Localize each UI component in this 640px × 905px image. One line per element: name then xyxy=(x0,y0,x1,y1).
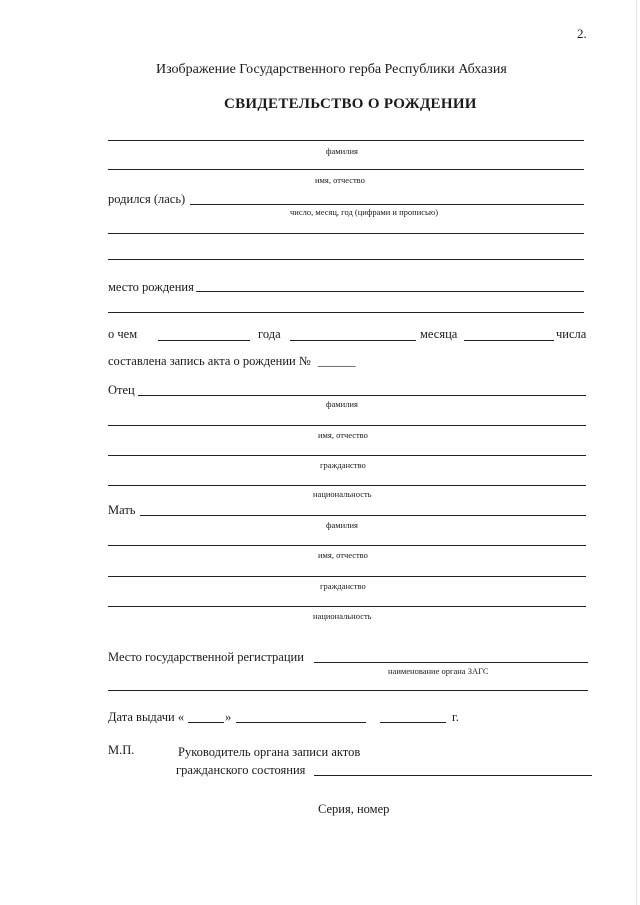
mother-surname-field[interactable] xyxy=(140,515,586,516)
mother-nationality-field[interactable] xyxy=(108,606,586,607)
head-label-line-2: гражданского состояния xyxy=(176,763,306,777)
registry-office-caption: наименование органа ЗАГС xyxy=(388,666,489,676)
registration-place-label: Место государственной регистрации xyxy=(108,650,304,664)
mother-label: Мать xyxy=(108,503,136,517)
birth-date-line-2[interactable] xyxy=(108,233,584,234)
father-surname-field[interactable] xyxy=(138,395,586,396)
mother-name-field[interactable] xyxy=(108,545,586,546)
born-label: родился (лась) xyxy=(108,192,186,206)
stamp-label: М.П. xyxy=(108,743,135,757)
father-name-caption: имя, отчество xyxy=(318,430,368,440)
coat-of-arms-placeholder: Изображение Государственного герба Республики Абхазия xyxy=(156,62,507,77)
mother-name-caption: имя, отчество xyxy=(318,550,368,560)
mother-citizenship-caption: гражданство xyxy=(320,581,366,591)
issue-day-field[interactable] xyxy=(188,722,224,723)
day-label: числа xyxy=(556,327,587,341)
document-title: СВИДЕТЕЛЬСТВО О РОЖДЕНИИ xyxy=(224,96,477,112)
surname-field[interactable] xyxy=(108,140,584,141)
record-label: составлена запись акта о рождении № xyxy=(108,354,311,368)
mother-citizenship-field[interactable] xyxy=(108,576,586,577)
page-number: 2. xyxy=(577,26,587,41)
year-abbr-label: г. xyxy=(452,710,459,724)
father-label: Отец xyxy=(108,383,135,397)
birth-date-line-3[interactable] xyxy=(108,259,584,260)
birth-date-field[interactable] xyxy=(190,204,584,205)
name-patronymic-field[interactable] xyxy=(108,169,584,170)
about-label: о чем xyxy=(108,327,138,341)
record-day-field[interactable] xyxy=(158,340,250,341)
father-name-field[interactable] xyxy=(108,425,586,426)
registration-place-line-2[interactable] xyxy=(108,690,588,691)
birthplace-line-2[interactable] xyxy=(108,312,584,313)
series-number-label: Серия, номер xyxy=(318,802,390,816)
record-month-field[interactable] xyxy=(464,340,554,341)
birthplace-label: место рождения xyxy=(108,280,194,294)
record-year-field[interactable] xyxy=(290,340,416,341)
father-surname-caption: фамилия xyxy=(326,399,358,409)
page-edge xyxy=(636,0,637,905)
name-patronymic-caption: имя, отчество xyxy=(315,175,365,185)
father-citizenship-caption: гражданство xyxy=(320,460,366,470)
year-label: года xyxy=(258,327,281,341)
birth-date-caption: число, месяц, год (цифрами и прописью) xyxy=(290,207,439,217)
issue-month-field[interactable] xyxy=(236,722,366,723)
birthplace-field[interactable] xyxy=(196,291,584,292)
surname-caption: фамилия xyxy=(326,146,358,156)
father-nationality-field[interactable] xyxy=(108,485,586,486)
issue-date-label: Дата выдачи « xyxy=(108,710,185,724)
record-number-field[interactable]: ______ xyxy=(318,354,356,368)
registration-place-field[interactable] xyxy=(314,662,588,663)
mother-surname-caption: фамилия xyxy=(326,520,358,530)
father-citizenship-field[interactable] xyxy=(108,455,586,456)
mother-nationality-caption: национальность xyxy=(313,611,372,621)
month-label: месяца xyxy=(420,327,458,341)
issue-close-quote: » xyxy=(225,710,232,724)
issue-year-field[interactable] xyxy=(380,722,446,723)
signature-field[interactable] xyxy=(314,775,592,776)
head-label-line-1: Руководитель органа записи актов xyxy=(178,745,361,759)
father-nationality-caption: национальность xyxy=(313,489,372,499)
